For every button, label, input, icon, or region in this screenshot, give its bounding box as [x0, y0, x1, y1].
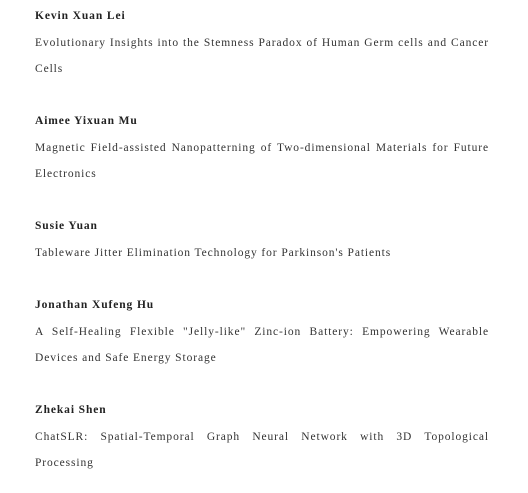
project-title: Magnetic Field-assisted Nanopatterning of Two-dimensional Materials for Future Electronics — [35, 142, 489, 180]
list-item — [35, 113, 489, 187]
list-item — [35, 402, 489, 476]
list-item — [35, 297, 489, 371]
student-name: Aimee Yixuan Mu — [35, 115, 138, 127]
project-title: ChatSLR: Spatial-Temporal Graph Neural Network with 3D Topological Processing — [35, 431, 489, 469]
student-name: Jonathan Xufeng Hu — [35, 299, 155, 311]
project-title: A Self-Healing Flexible "Jelly-like" Zinc-ion Battery: Empowering Wearable Devices and Safe Energy Storage — [35, 326, 489, 364]
student-name: Zhekai Shen — [35, 404, 107, 416]
list-item — [35, 8, 489, 82]
project-title: Tableware Jitter Elimination Technology for Parkinson's Patients — [35, 247, 392, 259]
student-name: Kevin Xuan Lei — [35, 10, 126, 22]
student-name: Susie Yuan — [35, 220, 98, 232]
list-item — [35, 218, 489, 266]
project-title: Evolutionary Insights into the Stemness Paradox of Human Germ cells and Cancer Cells — [35, 37, 489, 75]
